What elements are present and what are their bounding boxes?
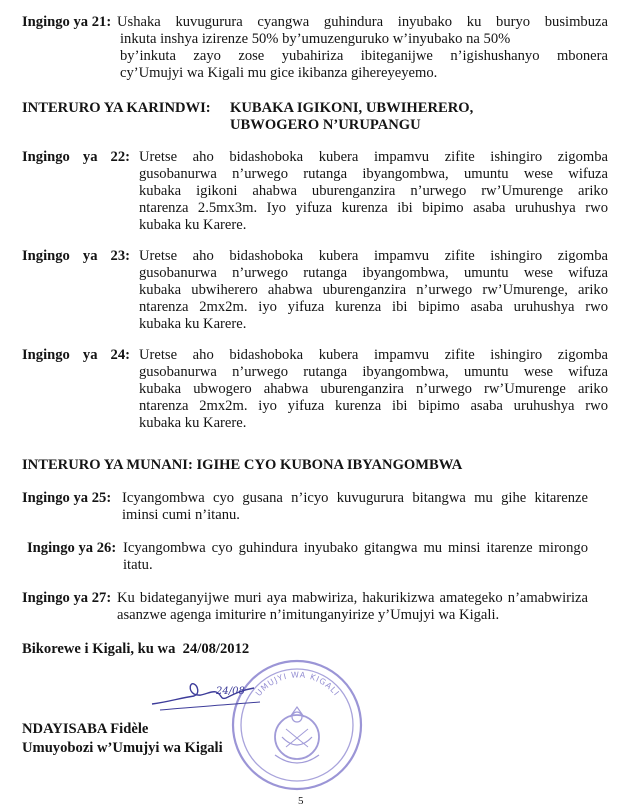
article-25-line-2: iminsi cumi n’itanu.	[122, 507, 240, 523]
place-date: Bikorewe i Kigali, ku wa 24/08/2012	[22, 641, 250, 657]
chapter-8-heading: INTERURO YA MUNANI: IGIHE CYO KUBONA IBYANGOMBWA	[22, 457, 463, 473]
emblem-icon	[275, 707, 319, 763]
article-27-label: Ingingo ya 27:	[22, 590, 112, 606]
article-21-line-4: cy’Umujyi wa Kigali mu gice ikibanza gihereyeyemo.	[120, 65, 438, 81]
article-24-line-1: Uretse aho bidashoboka kubera impamvu zifite ishingiro zigomba	[139, 347, 608, 363]
article-27-line-1: Ku bidateganyijwe muri aya mabwiriza, hakurikizwa amategeko n’amabwiriza	[117, 590, 588, 606]
article-22-line-2: gusobanurwa n’urwego rutanga ibyangombwa, umuntu wese wifuza	[139, 166, 608, 182]
article-26-line-2: itatu.	[123, 557, 153, 573]
chapter-7-title-line-1: KUBAKA IGIKONI, UBWIHERERO,	[230, 100, 474, 116]
article-25-line-1: Icyangombwa cyo gusana n’icyo kuvugurura bitangwa mu gihe kitarenze	[122, 490, 588, 506]
signatory-name: NDAYISABA Fidèle	[22, 721, 149, 737]
article-23-line-5: kubaka ku Karere.	[139, 316, 247, 332]
stamp-text: UMUJYI WA KIGALI	[253, 670, 342, 698]
article-23-line-4: ntarenza 2mx2m. iyo yifuza kurenza ibi bipimo asaba uruhushya rwo	[139, 299, 608, 315]
article-22-line-4: ntarenza 2.5mx3m. Iyo yifuza kurenza ibi bipimo asaba uruhushya rwo	[139, 200, 608, 216]
article-24-line-3: kubaka ubwogero ahabwa uburenganzira n’urwego rw’Umurenge ariko	[139, 381, 608, 397]
article-27-line-2: asanzwe agenga imiturire n’imitunganyirize y’Umujyi wa Kigali.	[117, 607, 500, 623]
article-21-line-3: by’inkuta zayo zose yubahiriza ibiteganijwe n’igishushanyo mbonera	[120, 48, 608, 64]
chapter-7-label: INTERURO YA KARINDWI:	[22, 100, 211, 116]
article-24-label: Ingingo ya 24:	[22, 347, 130, 363]
article-25-label: Ingingo ya 25:	[22, 490, 112, 506]
article-22-line-1: Uretse aho bidashoboka kubera impamvu zifite ishingiro zigomba	[139, 149, 608, 165]
article-23-line-1: Uretse aho bidashoboka kubera impamvu zifite ishingiro zigomba	[139, 248, 608, 264]
article-21-line-2: inkuta inshya izirenze 50% by’umuzenguruko w’inyubako na 50%	[120, 31, 511, 47]
article-26-label: Ingingo ya 26:	[27, 540, 117, 556]
article-23-line-3: kubaka ubwiherero ahabwa uburenganzira n’urwego rw’Umurenge, ariko	[139, 282, 608, 298]
page-number: 5	[298, 795, 304, 807]
article-22-line-3: kubaka igikoni ahabwa uburenganzira n’urwego rw’Umurenge ariko	[139, 183, 608, 199]
signatory-title: Umuyobozi w’Umujyi wa Kigali	[22, 740, 223, 756]
article-21-line-1: Ushaka kuvugurura cyangwa guhindura inyubako ku buryo busimbuza	[117, 14, 608, 30]
article-22-label: Ingingo ya 22:	[22, 149, 130, 165]
chapter-7-title-line-2: UBWOGERO N’URUPANGU	[230, 117, 421, 133]
article-23-line-2: gusobanurwa n’urwego rutanga ibyangombwa, umuntu wese wifuza	[139, 265, 608, 281]
article-24-line-4: ntarenza 2mx2m. iyo yifuza kurenza ibi bipimo asaba uruhushya rwo	[139, 398, 608, 414]
svg-text:24/08: 24/08	[216, 686, 245, 697]
article-22-line-5: kubaka ku Karere.	[139, 217, 247, 233]
handwritten-signature	[150, 672, 270, 720]
article-24-line-5: kubaka ku Karere.	[139, 415, 247, 431]
article-26-line-1: Icyangombwa cyo guhindura inyubako gitangwa mu minsi itarenze mirongo	[123, 540, 588, 556]
article-21-label: Ingingo ya 21:	[22, 14, 112, 30]
article-24-line-2: gusobanurwa n’urwego rutanga ibyangombwa, umuntu wese wifuza	[139, 364, 608, 380]
article-23-label: Ingingo ya 23:	[22, 248, 130, 264]
